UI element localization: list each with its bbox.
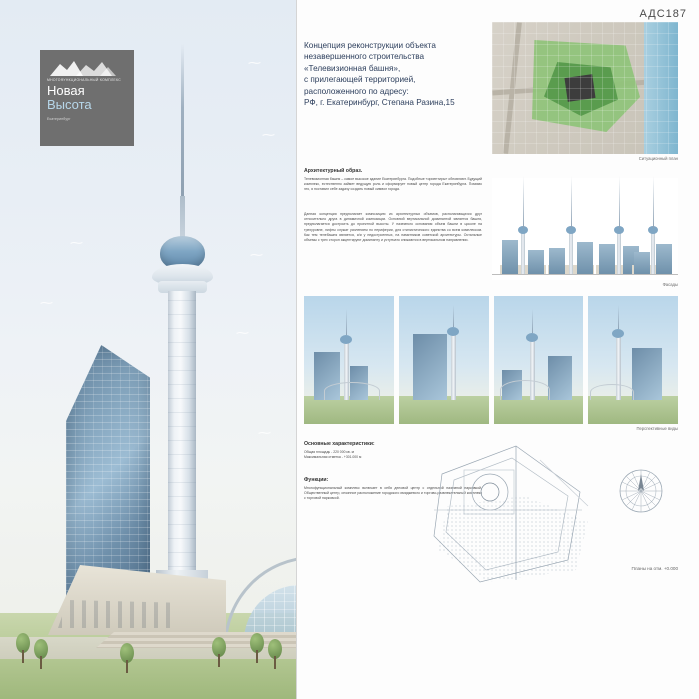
architectural-image-text: Телевизионная башня – самое высокое здание Екатеринбурга. Подобные «ориентиры» обновляют. Будущий комплекс, естественно займет ведущую роль и сформирует новый центр города Екатеринбурга. Помимо это, я поставил себе задачу создать новый символ города. [304,177,482,192]
sheet-code: АДС187 [639,8,687,20]
render-bird [40,300,56,306]
description-text: Данная концепция предполагает композицию из архитектурных объемов, располагающихся друг относительно друга в динамичной композиции. Основной вертикальной доминантой является башня, предполагается достроить до проектной высоты. У наземного основания объем башни в цоколе на трехуровне, лифты служат усилением по периферии, для стилистического единства со всем комплексом. Как тем телебашня является, и/и у недостроенных, на памятников советской архитектуры. Остальные объемы с трех сторон акцентируют доминанту и уступчато снижаются в вертикальном направлении. [304,212,482,243]
concept-line-5: расположенного по адресу: [304,86,409,96]
characteristics-row: Максимальная отметка - +301.000 м [304,455,362,459]
logo-city-line: Екатеринбург [47,117,71,121]
compass-rose-icon [618,468,664,514]
site-plan-grid [492,22,678,154]
render-tree [268,639,282,669]
render-tree [250,633,264,663]
concept-line-3: «Телевизионная башня», [304,63,401,73]
render-bird [236,330,252,336]
facades-drawing [492,178,678,280]
project-logo-block [40,50,134,146]
logo-top-line: МНОГОФУНКЦИОНАЛЬНЫЙ КОМПЛЕКС [47,78,121,82]
functions-text: Многофункциональный комплекс включает в себя деловой центр с отдельной наземной парковкой, Общественный центр, сезонное расположение городского имиджевого и торгово-развлекательный комплекс с торговой парковкой. [304,486,482,501]
logo-name-primary: Новая [47,83,85,98]
concept-line-1: Концепция реконструкции объекта [304,41,436,50]
render-tree [120,643,134,673]
facade-view [548,178,594,274]
characteristics-row: Общая площадь - 220 000 кв. м [304,450,354,454]
architectural-image-title: Архитектурный образ. [304,168,363,174]
architectural-image-section [304,168,482,193]
render-bird [70,240,86,246]
concept-line-4: с прилегающей территорией, [304,75,416,85]
concept-title [304,40,480,108]
logo-name-secondary: Высота [47,97,92,112]
perspectives-caption: Перспективные виды [636,426,678,431]
site-plan-image [492,22,678,154]
render-bird [262,132,278,138]
perspective-photo [494,296,584,424]
concept-line-6: РФ, г. Екатеринбург, Степана Разина,15 [304,98,455,108]
facades-caption: Фасады [662,282,678,287]
facade-view [632,178,674,274]
facade-view [500,178,546,274]
functions-title: Функции: [304,477,329,483]
characteristics-title: Основные характеристики: [304,441,375,447]
render-bird [250,252,266,258]
plans-caption: Планы на отм. +0.000 [631,566,678,571]
render-tree [16,633,30,663]
render-tree [34,639,48,669]
main-render-image [0,0,296,699]
perspective-views-gallery [304,296,678,424]
render-bird [248,60,264,66]
render-tower-shaft-texture [168,300,196,590]
concept-line-2: незавершенного строительства [304,52,425,62]
description-section [304,212,482,243]
perspective-photo [399,296,489,424]
facades-ground-line [492,274,678,275]
render-tree [212,637,226,667]
site-plan-caption: Ситуационный план [638,156,678,161]
render-bird [258,430,274,436]
render-tower-spire [181,44,184,204]
mountains-icon [50,58,120,76]
perspective-photo [304,296,394,424]
render-podium-windows [58,600,178,628]
perspective-photo [588,296,678,424]
panel-divider [296,0,297,699]
